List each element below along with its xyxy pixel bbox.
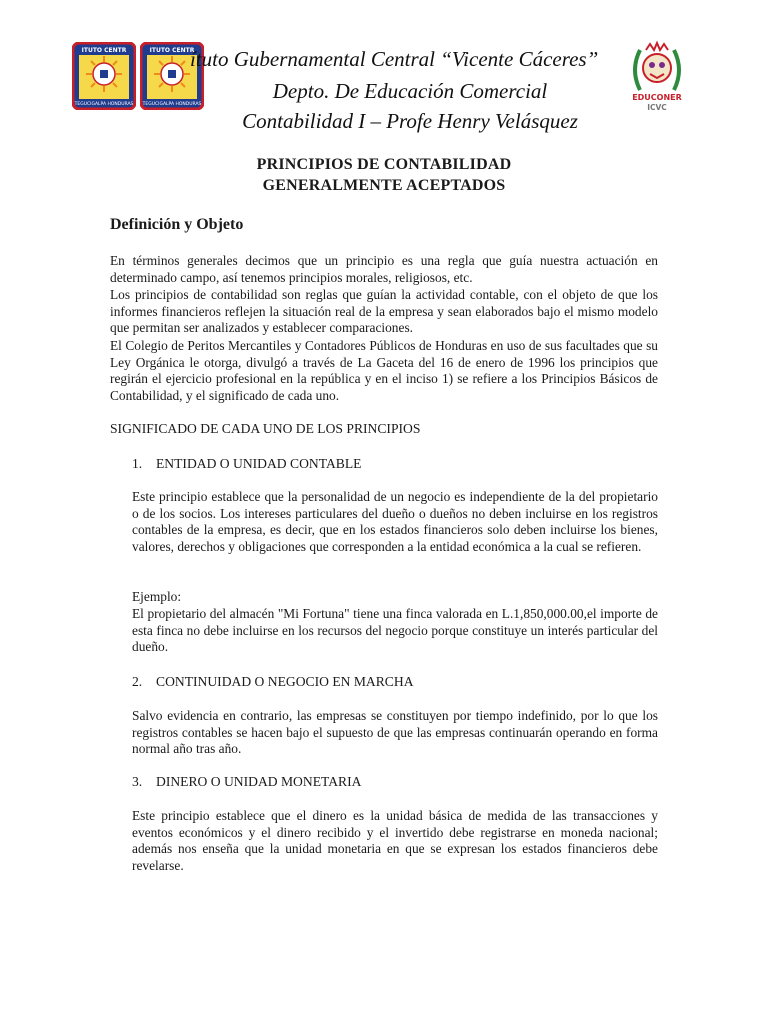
logo-text-bottom: TEGUCIGALPA HONDURAS — [142, 102, 202, 107]
principle-number: 1. — [132, 456, 143, 471]
logo-text-bottom: TEGUCIGALPA HONDURAS — [74, 102, 134, 107]
section-heading: Definición y Objeto — [110, 216, 244, 233]
institution-name: ítuto Gubernamental Central “Vicente Cáceres” — [190, 47, 599, 71]
emblem-text-2: ICVC — [647, 103, 667, 112]
principle-body-2: Salvo evidencia en contrario, las empresas se constituyen por tiempo indefinido, por lo que los registros contables se hacen bajo el supuesto de que las empresas continuarán operando en forma normal año tras año. — [132, 708, 658, 756]
definition-paragraph-3: El Colegio de Peritos Mercantiles y Contadores Públicos de Honduras en uso de sus facultades que su Ley Orgánica le otorga, divulgó a través de La Gaceta del 16 de enero de 1996 los principios que regirán el ejercicio profesional en la república y en el inciso 1) se refiere a los Principios Básicos de Contabilidad, y el significado de cada uno. — [110, 338, 658, 403]
logo-text-top: ITUTO CENTR — [81, 47, 127, 54]
principle-title-text: ENTIDAD O UNIDAD CONTABLE — [156, 456, 362, 471]
principle-body-3: Este principio establece que el dinero es la unidad básica de medida de las transacciones y eventos económicos y el dinero recibido y el invertido debe registrarse en moneda nacional; además nos enseña que la unidad monetaria en que se expresan los estados financieros debe revelarse. — [132, 808, 658, 873]
logo-text-top: ITUTO CENTR — [149, 47, 195, 54]
department-name: Depto. De Educación Comercial — [272, 79, 548, 103]
emblem-text-1: EDUCONER — [632, 93, 682, 102]
principle-number: 2. — [132, 674, 143, 689]
course-teacher: Contabilidad I – Profe Henry Velásquez — [242, 109, 578, 133]
example-label: Ejemplo: — [132, 589, 182, 604]
school-crest-logo — [72, 42, 136, 110]
principles-heading: SIGNIFICADO DE CADA UNO DE LOS PRINCIPIOS — [110, 421, 421, 436]
example-text: El propietario del almacén "Mi Fortuna" tiene una finca valorada en L.1,850,000.00,el importe de esta finca no debe incluirse en los recursos del negocio porque constituye un interés particular del dueño. — [132, 606, 658, 654]
principle-number: 3. — [132, 774, 143, 789]
principle-title-text: DINERO O UNIDAD MONETARIA — [156, 774, 362, 789]
principle-title-1 — [132, 456, 361, 472]
definition-paragraph-2: Los principios de contabilidad son reglas que guían la actividad contable, con el objeto de que los informes financieros reflejen la situación real de la empresa y sean elaborados bajo el mismo modelo que permitan ser analizados y establecer comparaciones. — [110, 287, 658, 335]
principle-title-3 — [132, 774, 361, 790]
principle-title-text: CONTINUIDAD O NEGOCIO EN MARCHA — [156, 674, 414, 689]
principle-body-1: Este principio establece que la personalidad de un negocio es independiente de la del propietario o de los socios. Los intereses particulares del dueño o dueños no deben incluirse en los registros contables de la empresa, es decir, que en los estados financieros solo deben incluirse los bienes, valores, derechos y obligaciones que corresponden a la entidad económica a la cual se refieren. — [132, 489, 658, 554]
definition-paragraph-1: En términos generales decimos que un principio es una regla que guía nuestra actuación en determinado campo, así tenemos principios morales, religiosos, etc. — [110, 253, 658, 285]
document-title-line-2: GENERALMENTE ACEPTADOS — [262, 177, 506, 194]
document-title-line-1: PRINCIPIOS DE CONTABILIDAD — [256, 156, 512, 173]
principle-title-2 — [132, 674, 414, 690]
